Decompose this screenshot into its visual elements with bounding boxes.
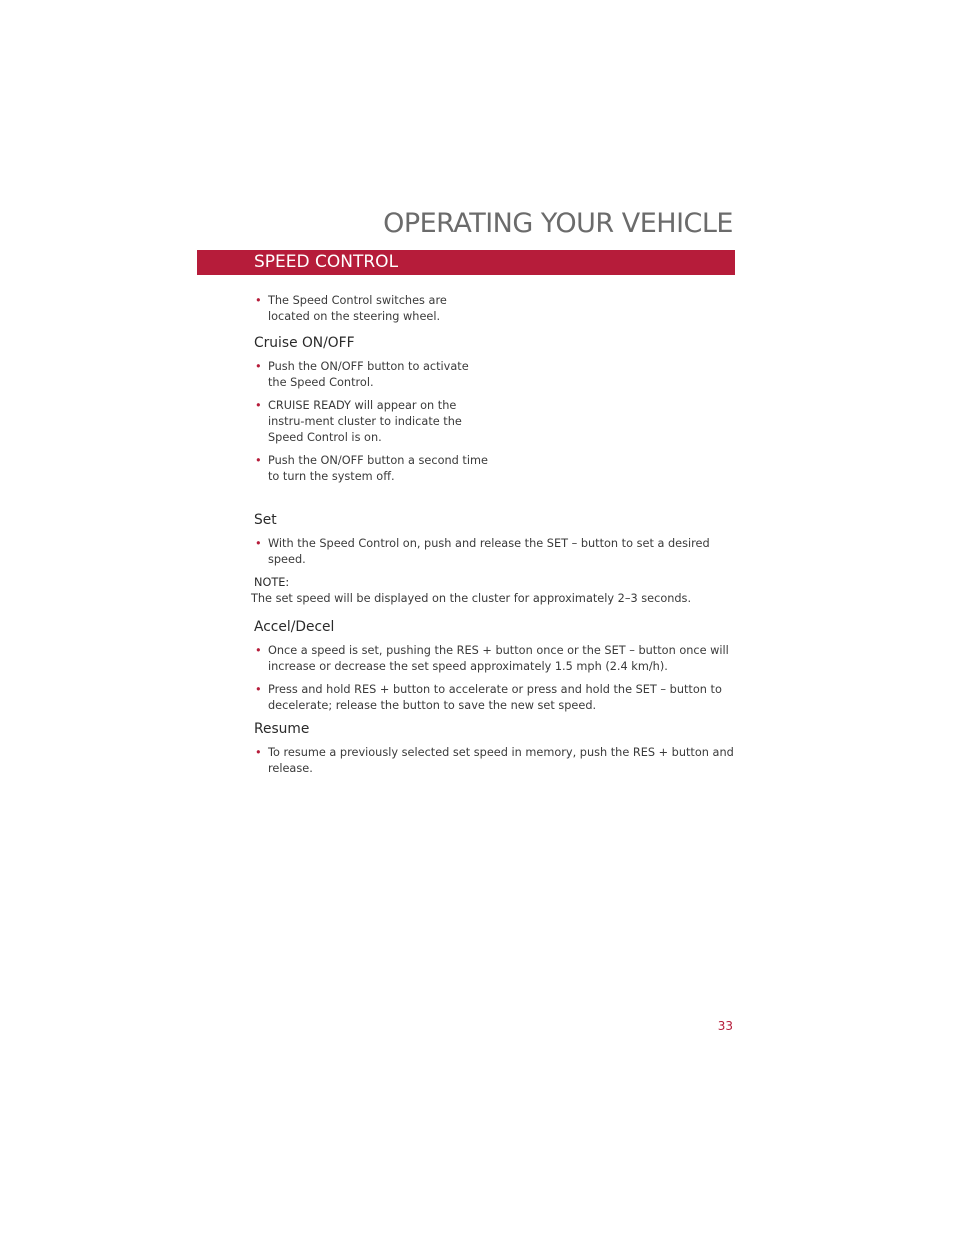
accel-section bbox=[254, 619, 734, 714]
note-label: NOTE: bbox=[254, 576, 290, 589]
bullet-icon: • bbox=[255, 746, 262, 759]
chapter-title: OPERATING YOUR VEHICLE bbox=[383, 208, 733, 239]
bullet-icon: • bbox=[255, 294, 262, 307]
set-heading: Set bbox=[254, 512, 277, 528]
bullet-icon: • bbox=[255, 399, 262, 412]
accel-heading: Accel/Decel bbox=[254, 619, 335, 635]
resume-list bbox=[254, 745, 734, 777]
bullet-icon: • bbox=[255, 683, 262, 696]
list-item: • Push the ON/OFF button a second time to turn the system off. bbox=[255, 454, 488, 483]
list-item: • With the Speed Control on, push and release the SET – button to set a desired speed. bbox=[255, 537, 710, 566]
bullet-icon: • bbox=[255, 537, 262, 550]
set-list bbox=[254, 536, 734, 568]
section-title: SPEED CONTROL bbox=[254, 252, 399, 272]
list-item: • Once a speed is set, pushing the RES + button once or the SET – button once will increase or decrease the set speed approximately 1.5 mph (2.4 km/h). bbox=[255, 644, 729, 673]
set-section bbox=[251, 512, 734, 607]
bullet-icon: • bbox=[255, 454, 262, 467]
cruise-list bbox=[254, 359, 490, 485]
list-item: • Push the ON/OFF button to activate the Speed Control. bbox=[255, 360, 469, 389]
list-item: • Press and hold RES + button to accelerate or press and hold the SET – button to decelerate; release the button to save the new set speed. bbox=[255, 683, 722, 712]
section-header-bar bbox=[197, 250, 735, 275]
cruise-heading: Cruise ON/OFF bbox=[254, 335, 355, 351]
intro-block bbox=[254, 293, 490, 325]
list-item: • To resume a previously selected set speed in memory, push the RES + button and release. bbox=[255, 746, 734, 775]
cruise-section bbox=[254, 335, 490, 485]
list-item: • The Speed Control switches are located on the steering wheel. bbox=[255, 294, 447, 323]
bullet-icon: • bbox=[255, 360, 262, 373]
accel-list bbox=[254, 643, 734, 714]
list-item: • CRUISE READY will appear on the instru-ment cluster to indicate the Speed Control is on. bbox=[255, 399, 462, 444]
bullet-icon: • bbox=[255, 644, 262, 657]
page-number: 33 bbox=[717, 1019, 733, 1033]
page-content bbox=[251, 293, 734, 784]
resume-section bbox=[254, 721, 734, 777]
note-text: The set speed will be displayed on the cluster for approximately 2–3 seconds. bbox=[251, 592, 692, 605]
intro-list bbox=[254, 293, 490, 325]
resume-heading: Resume bbox=[254, 721, 310, 737]
